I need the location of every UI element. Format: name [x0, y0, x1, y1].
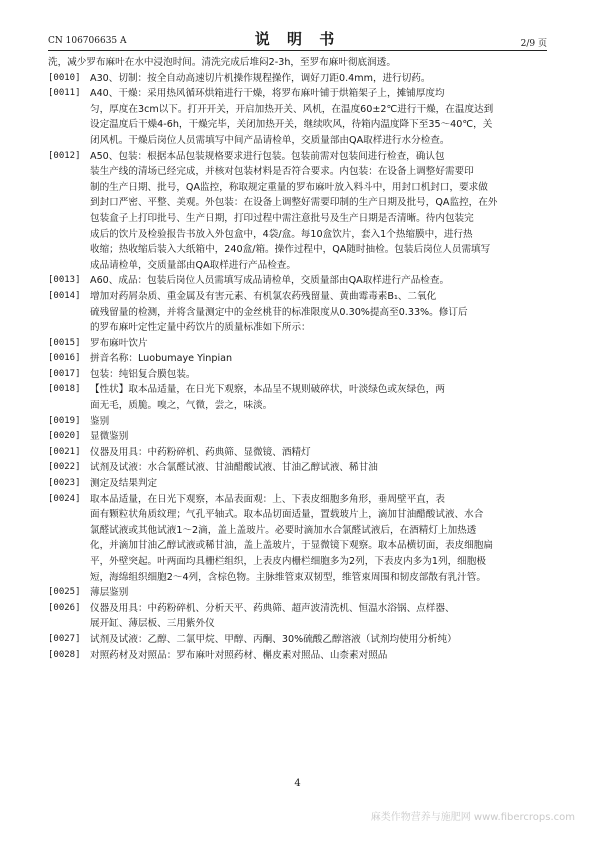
paragraph-number: [0014] — [48, 290, 81, 301]
text-line — [48, 133, 547, 149]
paragraph-number: [0015] — [48, 337, 81, 348]
line-text: 收缩；热收缩后装入大纸箱中，240盒/箱。操作过程中，QA随时抽检。包装后岗位人员需填写 — [90, 244, 491, 256]
paragraph-number — [48, 195, 90, 211]
text-line — [48, 86, 547, 102]
paragraph-number: [0022] — [48, 462, 81, 473]
paragraph-number — [48, 242, 90, 258]
line-text: 取本品适量，在日光下观察，本品表面观：上、下表皮细胞多角形，垂周壁平直，表 — [90, 493, 445, 505]
line-text: 匀，厚度在3cm以下。打开开关，开启加热开关、风机，在温度60±2℃进行干燥，在温度达到 — [90, 103, 494, 115]
paragraph-number — [48, 180, 90, 196]
line-text: A50、包装：根据本品包装规格要求进行包装。包装前需对包装间进行检查，确认包 — [90, 150, 445, 162]
text-line — [48, 289, 547, 305]
text-line — [48, 601, 547, 617]
paragraph-number — [48, 320, 90, 336]
paragraph-number — [48, 258, 90, 274]
text-line — [48, 71, 547, 87]
line-text: 仪器及用具：中药粉碎机、分析天平、药典筛、超声波清洗机、恒温水浴锅、点样器、 — [90, 602, 455, 614]
paragraph-number: [0017] — [48, 368, 81, 379]
line-text: A40、干燥：采用热风循环烘箱进行干燥，将罗布麻叶铺于烘箱架子上，摊铺厚度均 — [90, 88, 445, 100]
paragraph-number — [48, 164, 90, 180]
text-line — [48, 616, 547, 632]
paragraph-number: [0027] — [48, 633, 81, 644]
line-text: 成后的饮片及检验报告书放入外包盒中，4袋/盒。每10盒饮片，套入1个热缩膜中，进行热 — [90, 228, 473, 240]
line-text: 鉴别 — [90, 415, 110, 427]
text-line — [48, 445, 547, 461]
line-text: 洗，减少罗布麻叶在水中浸泡时间。清洗完成后堆闷2-3h，至罗布麻叶彻底润透。 — [48, 57, 396, 68]
text-line — [48, 351, 547, 367]
line-text: 罗布麻叶饮片 — [90, 337, 148, 349]
paragraph-number: [0011] — [48, 88, 81, 99]
paragraph-number — [48, 398, 90, 414]
paragraph-number — [48, 507, 90, 523]
line-text: 增加对药屑杂质、重金属及有害元素、有机氯农药残留量、黄曲霉毒素B₁、二氧化 — [90, 290, 437, 302]
paragraph-number: [0020] — [48, 431, 81, 442]
text-line — [48, 585, 547, 601]
paragraph-number: [0025] — [48, 587, 81, 598]
text-line — [48, 117, 547, 133]
header-rule — [48, 50, 547, 51]
document-title: 说 明 书 — [254, 30, 341, 48]
line-text: 面无毛，质脆。嗅之，气微，尝之，味淡。 — [90, 400, 273, 412]
line-text: 短，海绵组织细胞2～4列，含棕色物。主脉维管束双韧型，维管束周围和韧皮部散有乳汁管。 — [90, 571, 486, 583]
paragraph-number — [48, 570, 90, 586]
line-text: 到封口严密、平整、美观。外包装：在设备上调整好需要印制的生产日期及批号，QA监控，在外 — [90, 197, 498, 209]
text-line — [48, 507, 547, 523]
paragraph-number — [48, 538, 90, 554]
text-line — [48, 55, 547, 71]
text-line — [48, 492, 547, 508]
line-text: 试剂及试液：水合氯醛试液、甘油醋酸试液、甘油乙醇试液、稀甘油 — [90, 462, 378, 474]
line-text: 试剂及试液：乙醇、二氯甲烷、甲醇、丙酮、30%硫酸乙醇溶液（试剂均使用分析纯） — [90, 633, 457, 645]
text-line — [48, 476, 547, 492]
line-text: A60、成品：包装后岗位人员需填写成品请检单，交质量部由QA取样进行产品检查。 — [90, 275, 450, 287]
paragraph-number — [48, 616, 90, 632]
paragraph-number — [48, 133, 90, 149]
line-text: 制的生产日期、批号，QA监控，称取规定重量的罗布麻叶放入料斗中，用封口机封口，要求做 — [90, 181, 488, 193]
text-line — [48, 320, 547, 336]
paragraph-number: [0010] — [48, 72, 81, 83]
text-line — [48, 149, 547, 165]
line-text: 闭风机。干燥后岗位人员需填写中间产品请检单，交质量部由QA取样进行水分检查。 — [90, 134, 450, 146]
text-line — [48, 180, 547, 196]
paragraph-number: [0012] — [48, 150, 81, 161]
document-body — [48, 55, 547, 663]
paragraph-number: [0028] — [48, 649, 81, 660]
text-line — [48, 414, 547, 430]
text-line — [48, 195, 547, 211]
text-line — [48, 305, 547, 321]
text-line — [48, 258, 547, 274]
line-text: A30、切制：按全自动高速切片机操作规程操作，调好刀距0.4mm，进行切药。 — [90, 72, 431, 84]
line-text: 对照药材及对照品：罗布麻叶对照药材、槲皮素对照品、山柰素对照品 — [90, 649, 388, 661]
text-line — [48, 570, 547, 586]
text-line — [48, 632, 547, 648]
paragraph-number: [0026] — [48, 602, 81, 613]
line-text: 【性状】取本品适量，在日光下观察，本品呈不规则破碎状，叶淡绿色或灰绿色，两 — [90, 384, 445, 396]
paragraph-number — [48, 305, 90, 321]
text-line — [48, 398, 547, 414]
line-text: 氯醛试液或其他试液1～2滴，盖上盖玻片。必要时滴加水合氯醛试液后，在酒精灯上加热透 — [90, 524, 477, 536]
page-number: 4 — [294, 778, 301, 789]
paragraph-number: [0019] — [48, 415, 81, 426]
line-text: 包装盒子上打印批号、生产日期，打印过程中需注意批号及生产日期是否清晰。待内包装完 — [90, 212, 474, 224]
text-line — [48, 523, 547, 539]
text-line — [48, 164, 547, 180]
line-text: 拼音名称：Luobumaye Yinpian — [90, 353, 233, 365]
paragraph-number: [0023] — [48, 478, 81, 489]
text-line — [48, 429, 547, 445]
text-line — [48, 554, 547, 570]
line-text: 仪器及用具：中药粉碎机、药典筛、显微镜、酒精灯 — [90, 446, 311, 458]
paragraph-number — [48, 523, 90, 539]
paragraph-number: [0024] — [48, 493, 81, 504]
text-line — [48, 538, 547, 554]
paragraph-number — [48, 554, 90, 570]
line-text: 薄层鉴别 — [90, 587, 129, 599]
paragraph-number — [48, 117, 90, 133]
line-text: 包装：纯铝复合膜包装。 — [90, 368, 196, 380]
paragraph-number: [0021] — [48, 446, 81, 457]
page-header — [48, 26, 547, 48]
line-text: 显微鉴别 — [90, 431, 129, 443]
line-text: 化，并滴加甘油乙醇试液或稀甘油，盖上盖玻片，于显微镜下观察。取本品横切面，表皮细胞扁 — [90, 540, 493, 552]
text-line — [48, 242, 547, 258]
line-text: 装生产线的清场已经完成，并核对包装材料是否符合要求。内包装：在设备上调整好需要印 — [90, 166, 474, 178]
line-text: 设定温度后干燥4-6h，干燥完毕，关闭加热开关，继续吹风，待箱内温度降下至35～40℃，关 — [90, 119, 493, 131]
text-line — [48, 273, 547, 289]
text-line — [48, 648, 547, 664]
line-text: 硫残留量的检测，并将含量测定中的金丝桃苷的标准限度从0.30%提高至0.33%。修订后 — [90, 306, 468, 318]
paragraph-number — [48, 102, 90, 118]
line-text: 平，外壁突起。叶两面均具栅栏组织，上表皮内栅栏细胞多为2列，下表皮内多为1列，细胞极 — [90, 556, 486, 567]
line-text: 成品请检单，交质量部由QA取样进行产品检查。 — [90, 259, 296, 271]
line-text: 测定及结果判定 — [90, 478, 158, 490]
text-line — [48, 211, 547, 227]
text-line — [48, 102, 547, 118]
page-indicator: 2/9 页 — [520, 39, 547, 49]
line-text: 的罗布麻叶定性定量中药饮片的质量标准如下所示： — [90, 322, 311, 334]
patent-number: CN 106706635 A — [48, 36, 127, 46]
text-line — [48, 227, 547, 243]
text-line — [48, 382, 547, 398]
paragraph-number — [48, 227, 90, 243]
paragraph-number: [0018] — [48, 384, 81, 395]
text-line — [48, 367, 547, 383]
paragraph-number: [0016] — [48, 353, 81, 364]
paragraph-number — [48, 211, 90, 227]
paragraph-number: [0013] — [48, 275, 81, 286]
line-text: 面有颗粒状角质纹理；气孔平轴式。取本品切面适量，置载玻片上，滴加甘油醋酸试液、水合 — [90, 509, 484, 521]
watermark: 麻类作物营养与施肥网 www.fibercrops.com — [370, 812, 575, 823]
text-line — [48, 336, 547, 352]
text-line — [48, 460, 547, 476]
line-text: 展开缸、薄层板、三用紫外仪 — [90, 618, 215, 630]
